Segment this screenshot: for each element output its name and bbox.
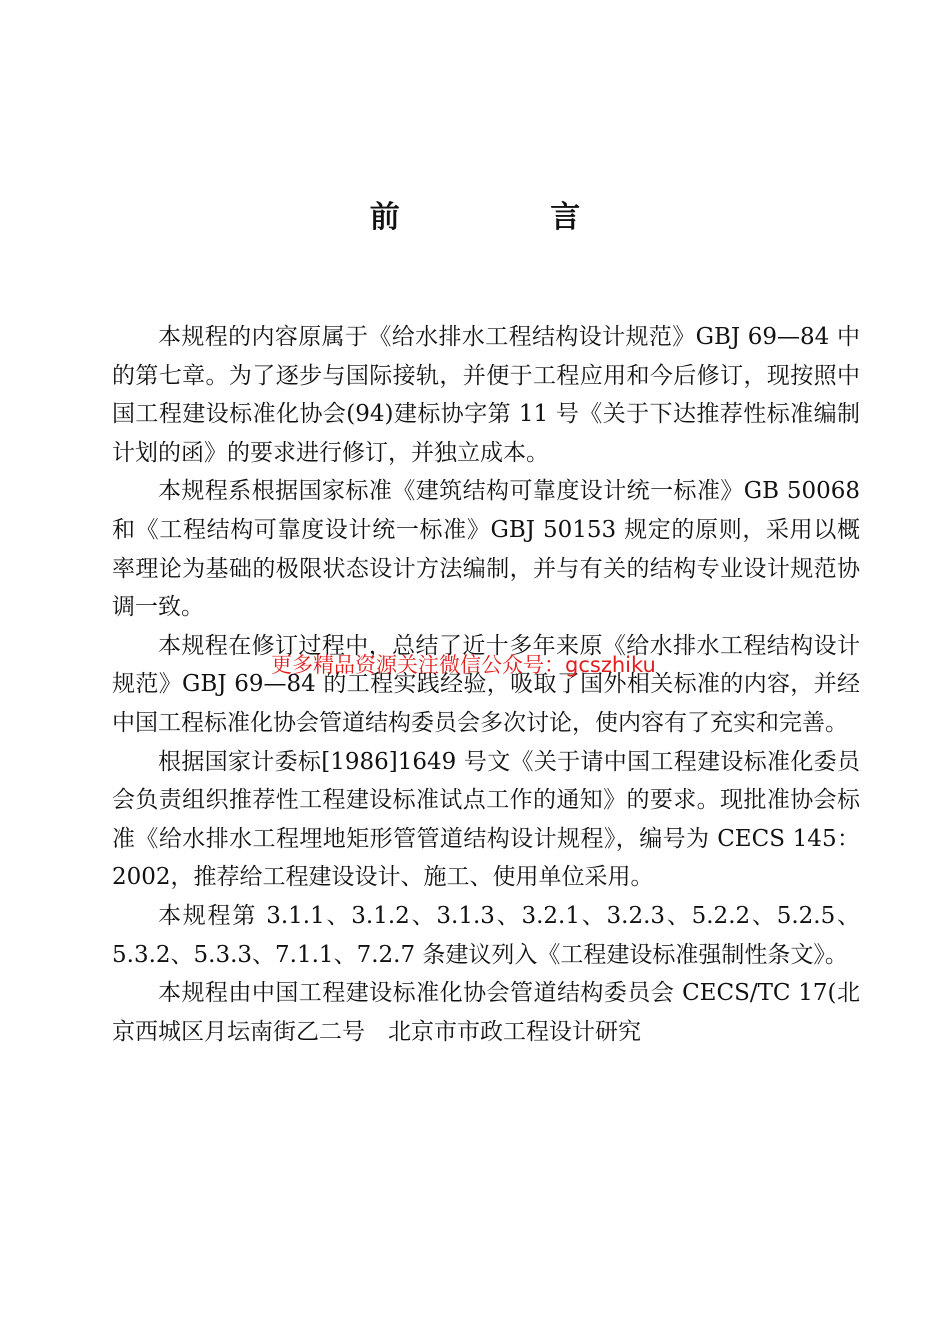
paragraph-6: 本规程由中国工程建设标准化协会管道结构委员会 CECS/TC 17(北京西城区月坛南街乙二号 北京市市政工程设计研究 bbox=[112, 980, 860, 1045]
page-title: 前 言 bbox=[369, 200, 651, 235]
paragraph-5: 本规程第 3.1.1、3.1.2、3.1.3、3.2.1、3.2.3、5.2.2、5.2.5、5.3.2、5.3.3、7.1.1、7.2.7 条建议列入《工程建设标准强制性条文》。 bbox=[112, 902, 860, 968]
paragraph-3: 本规程在修订过程中，总结了近十多年来原《给水排水工程结构设计规范》GBJ 69—84 的工程实践经验，吸取了国外相关标准的内容，并经中国工程标准化协会管道结构委员会多次讨论，使内容有了充实和完善。 bbox=[112, 632, 860, 736]
body-text bbox=[112, 318, 860, 1051]
watermark-text: 更多精品资源关注微信公众号：gcszhiku bbox=[271, 653, 656, 677]
paragraph-4: 根据国家计委标[1986]1649 号文《关于请中国工程建设标准化委员会负责组织推荐性工程建设标准试点工作的通知》的要求。现批准协会标准《给水排水工程埋地矩形管管道结构设计规程》，编号为 CECS 145：2002，推荐给工程建设设计、施工、使用单位采用。 bbox=[112, 748, 860, 891]
paragraph-1: 本规程的内容原属于《给水排水工程结构设计规范》GBJ 69—84 中的第七章。为了逐步与国际接轨，并便于工程应用和今后修订，现按照中国工程建设标准化协会(94)建标协字第 11 号《关于下达推荐性标准编制计划的函》的要求进行修订，并独立成本。 bbox=[112, 324, 860, 466]
paragraph-2: 本规程系根据国家标准《建筑结构可靠度设计统一标准》GB 50068 和《工程结构可靠度设计统一标准》GBJ 50153 规定的原则，采用以概率理论为基础的极限状态设计方法编制，并与有关的结构专业设计规范协调一致。 bbox=[112, 478, 860, 621]
